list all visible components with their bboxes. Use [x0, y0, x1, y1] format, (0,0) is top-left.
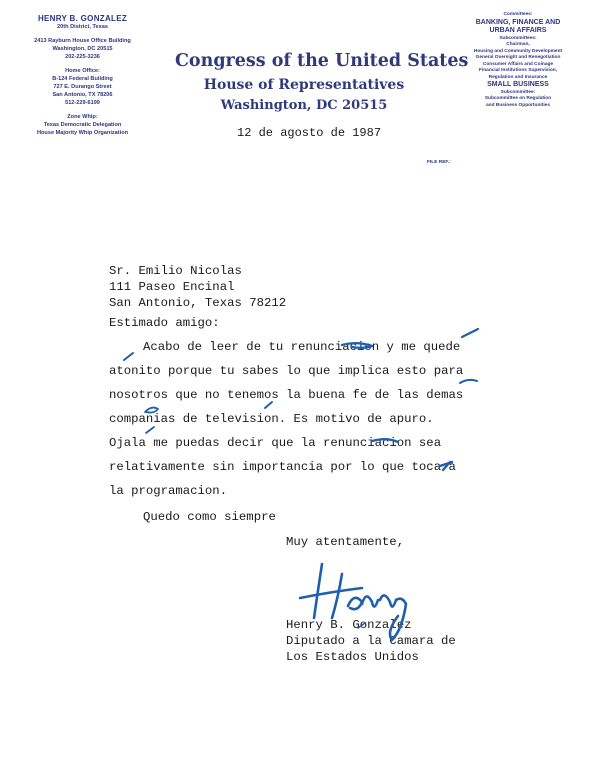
letterhead-subtitle: House of Representatives	[203, 77, 405, 93]
district: 20th District, Texas	[57, 24, 108, 30]
complimentary-close: Muy atentamente,	[286, 535, 405, 549]
recipient-address-line: San Antonio, Texas 78212	[109, 296, 287, 310]
signer-title-line: Los Estados Unidos	[286, 650, 419, 664]
ink-accent-mark	[146, 427, 154, 433]
committee-name: URBAN AFFAIRS	[489, 27, 547, 34]
subcommittee-line: General Oversight and Renegotiation	[475, 55, 561, 60]
body-line: companias de television. Es motivo de apuro.	[109, 412, 434, 426]
body-line: relativamente sin importancia por lo que toca a	[109, 460, 456, 474]
body-line: Ojala me puedas decir que la renunciacion sea	[109, 436, 442, 450]
ink-accent-mark	[265, 402, 272, 408]
body-line: la programacion.	[109, 484, 228, 498]
ink-correction-mark	[440, 462, 452, 470]
subcommittee-line: and Business Opportunities	[486, 102, 550, 108]
recipient-address-line: Sr. Emilio Nicolas	[109, 264, 242, 278]
home-office-line: B-124 Federal Building	[52, 76, 113, 82]
salutation: Estimado amigo:	[109, 316, 220, 330]
body-line: atonito porque tu sabes lo que implica esto para	[109, 364, 464, 378]
subcommittee-line: Chairman,	[506, 42, 530, 47]
subcommittees-label: Subcommittee:	[500, 89, 536, 95]
ink-correction-mark	[372, 439, 398, 442]
office-address-line: 2413 Rayburn House Office Building	[34, 38, 131, 44]
signer-name: Henry B. Gonzalez	[286, 618, 412, 632]
subcommittees-label: Subcommittees:	[499, 35, 537, 41]
home-office-phone: 512-229-6199	[65, 100, 100, 106]
ink-accent-mark	[358, 623, 365, 628]
office-address-line: Washington, DC 20515	[52, 46, 113, 52]
subcommittee-line: Financial Institutions Supervision,	[478, 68, 558, 73]
zone-whip-line: House Majority Whip Organization	[36, 130, 129, 136]
subcommittee-line: Housing and Community Development	[473, 48, 563, 54]
closing-phrase: Quedo como siempre	[143, 510, 276, 524]
home-office-line: 727 E. Durango Street	[53, 84, 112, 90]
body-line: Acabo de leer de tu renunciacion y me quede	[143, 340, 461, 354]
recipient-address-line: 111 Paseo Encinal	[109, 280, 235, 294]
committees-label: Committees:	[503, 12, 533, 17]
representative-name: HENRY B. GONZALEZ	[37, 14, 128, 23]
home-office-line: San Antonio, TX 78206	[52, 92, 113, 98]
letterhead-title: Congress of the United States	[175, 51, 469, 71]
file-ref-label: FILE REF.:	[427, 160, 451, 165]
ink-accent-mark	[124, 353, 133, 360]
subcommittee-line: Subcommittee on Regulation	[484, 96, 552, 101]
letter-date: 12 de agosto de 1987	[237, 126, 382, 140]
subcommittee-line: Consumer Affairs and Coinage	[482, 61, 554, 67]
zone-whip-label: Zone Whip:	[67, 114, 98, 120]
ink-accent-mark	[462, 329, 478, 337]
subcommittee-line: Regulation and Insurance	[488, 74, 548, 80]
handwritten-signature	[300, 564, 406, 640]
ink-accent-mark	[145, 408, 158, 413]
signer-title-line: Diputado a la Camara de	[286, 634, 456, 648]
zone-whip-line: Texas Democratic Delegation	[43, 122, 122, 128]
home-office-label: Home Office:	[65, 68, 100, 74]
letterhead-location: Washington, DC 20515	[220, 98, 388, 113]
ink-correction-mark	[342, 343, 372, 348]
committee-name: BANKING, FINANCE AND	[475, 18, 561, 26]
body-line: nosotros que no tenemos la buena fe de las demas	[109, 388, 464, 402]
committee-name: SMALL BUSINESS	[487, 81, 549, 88]
ink-accent-mark	[460, 380, 477, 383]
office-phone: 202-225-3236	[65, 54, 100, 60]
